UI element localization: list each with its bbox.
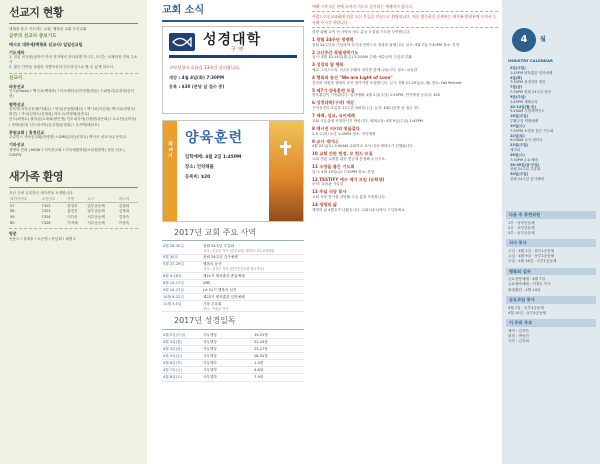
- announcement-list: [312, 37, 498, 213]
- mission-intro: 세계를 품고 기도하는 교회, 행복한 교회 우리교회: [9, 26, 87, 31]
- table-cell: 남부공동체: [87, 203, 105, 208]
- announcement-item: [312, 100, 498, 111]
- ministry-note: 강사 : 임승호 목사 (한신교회) 캘리포니아 교회연합: [203, 248, 275, 253]
- calendar-list: [510, 66, 596, 182]
- divider: [162, 240, 304, 241]
- table-header: 새가족번호: [9, 196, 40, 202]
- announcement-body: 일시: 4월 10-14일(월-금) 5:20AM 주제: 예수님의 고난과 부활: [312, 55, 412, 60]
- reading-book: 사무엘하: [203, 361, 217, 365]
- calendar-entry: 제직회: [510, 148, 521, 153]
- reading-chapters: 28-31장: [253, 353, 268, 358]
- calendar-entry: 창립 24주년 부흥회: [510, 167, 541, 172]
- ministry-name: 행복의 동산: [203, 262, 222, 267]
- reading-date: 4월 6일(목): [163, 361, 182, 365]
- table-cell: 7323: [41, 209, 51, 214]
- calendar-entry: 22일(토): [510, 133, 525, 138]
- announcement-number: 5: [312, 87, 317, 93]
- service-blocks: [506, 208, 596, 344]
- calendar-entry: 1:45PM 양육훈련 입학예배: [510, 70, 553, 75]
- announcement-item: [312, 139, 498, 150]
- announcement-number: 11: [312, 164, 320, 169]
- reading-book: 사무엘상: [203, 353, 217, 358]
- bulletin-credits-row: 편집 : 박성진: [508, 333, 529, 338]
- ministry-row: [162, 243, 304, 254]
- ministry-row: [162, 280, 304, 287]
- ad1-register: 등록 : $30 (본당 앞 접수 중): [169, 83, 225, 89]
- table-cell: 김정희: [118, 209, 130, 214]
- table-cell: 서부공동체: [87, 221, 105, 226]
- missionary-heading: 선교사: [9, 75, 23, 81]
- ministry-desc: [202, 254, 304, 261]
- calendar-entry: 16일(주일): [510, 114, 529, 119]
- ad1-heading: 성경대학: [203, 31, 262, 48]
- ministry-date: 11월 3-5일: [163, 301, 182, 306]
- bulletin-credits-row: 사진 : 김진희: [508, 339, 529, 343]
- announcement-item: [312, 151, 498, 162]
- reading-book: 사무엘상: [203, 332, 217, 337]
- ministry-date: 9월 24-27일: [163, 287, 184, 292]
- announcement-item: [312, 75, 498, 86]
- ministry-note: 강사 : 박성호 목사: [203, 306, 229, 311]
- announcement-heading: 교회 간판 헌정, 모 헌드 모집: [319, 151, 373, 157]
- ministry-date: 4월 28-30일: [163, 243, 184, 248]
- announcement-number: 4: [312, 75, 317, 81]
- calendar-entry: 7:30PM 소망을 품은 기도회: [510, 128, 554, 133]
- calendar-entry: 10-14일(월-금): [510, 104, 536, 109]
- reading-chapters: 7-9장: [253, 375, 264, 380]
- calendar-entry: 19일(수): [510, 123, 525, 128]
- mission-title: 선교지 현황: [9, 6, 63, 19]
- ministry-date: 4월 30일: [163, 255, 178, 260]
- partner-missions: 동북아(서북공동체/이대수) ! 북일(송성철/혜선) ! 멕시코(이승희) 멕시코(라영숙/화진) ! 가나(김영도/김영희) 라오스(이영태/윤종수): [9, 107, 136, 117]
- announcement-body: 예수 그리스도의 고난과 부활의 의미를 함께 나눕니다. 장소: 교육관: [312, 68, 418, 73]
- calendar-entry: 7:30PM 수요예배: [510, 157, 538, 162]
- calendar-entry: 5:20AM 특별새벽기도: [510, 109, 545, 114]
- gutter: [147, 0, 156, 464]
- announcement-heading: 창립 24주년 생명력: [316, 36, 354, 42]
- ministry-desc: [202, 287, 304, 294]
- ministry-row: [162, 294, 304, 301]
- table-cell: 홍현진: [67, 209, 78, 214]
- divider: [162, 20, 304, 22]
- calendar-entry: 9:00AM 교사 세미나: [510, 138, 543, 143]
- calendar-entry: 23일(주일): [510, 143, 529, 148]
- announcement-item: [312, 62, 498, 73]
- happy-island-row: 금요철야예배 : 이재우 목사: [508, 282, 551, 287]
- table-cell: 남부공동체: [87, 209, 105, 214]
- announcement-body: 4월 22일(토) 9:00AM 교회학교 교사 대상 세미나가 진행됩니다.: [312, 144, 414, 149]
- happy-island-heading: 행복의 섬자: [506, 268, 596, 276]
- ad2-strip-label: 제 5 기: [166, 140, 173, 158]
- calendar-entry: 26일(수): [510, 152, 525, 157]
- announcement-heading: 예시진 터키의 땅을걸다: [316, 125, 360, 131]
- discipleship-ad: [162, 120, 304, 222]
- announcement-body: 일시: 4월 19일(수) 7:30PM 장소: 본당: [312, 169, 375, 174]
- calendar-entry: 9일(주일): [510, 94, 526, 99]
- meal-service-row: 주일 · 4월 16일 · 서부1공동체: [508, 259, 557, 264]
- table-cell: 7324: [41, 215, 51, 220]
- ad2-heading: 양육훈련: [185, 129, 244, 146]
- reading-chapters: 19-21장: [253, 332, 268, 337]
- announcement-number: 7: [312, 113, 317, 119]
- ministry-desc: [202, 301, 304, 312]
- reading-chapters: 4-6장: [253, 368, 264, 373]
- announcement-heading: 제7기 양육훈련 모집: [316, 87, 355, 93]
- table-cell: 7326: [41, 221, 51, 226]
- calendar-entry: 4일(화): [510, 75, 523, 80]
- reading-row: [162, 367, 304, 374]
- ministry-heading: 2017년 교회 주요 사역: [174, 227, 257, 237]
- announcement-number: 2: [312, 49, 317, 55]
- calendar-entry: 부활주일 연합예배: [510, 119, 539, 124]
- reading-date: 4월 7일(금): [163, 368, 182, 373]
- prayer-heading: 금주의 선교사 중보기도: [9, 34, 57, 40]
- news-column: [156, 0, 308, 464]
- meal-service-row: 주일 · 4월 9일 · 동부1공동체: [508, 254, 555, 259]
- ministry-table: [162, 243, 304, 312]
- reading-row: [162, 339, 304, 346]
- friday-service-row: 4월 7일 · 동부3공동체: [508, 305, 544, 310]
- table-header: 바나바: [118, 196, 138, 202]
- reading-date: 4월 4일(화): [163, 346, 182, 351]
- calendar-entry: 7일(금): [510, 85, 523, 90]
- ministry-name: 제22기 제자훈련 입학예배: [203, 294, 245, 299]
- announcement-heading: 고난주간 특별새벽기도: [316, 49, 359, 55]
- announcement-item: [312, 202, 498, 213]
- friday-service-row: 4월 14일 · 동부4공동체: [508, 310, 547, 315]
- reading-date: 4월 5일(수): [163, 353, 182, 358]
- ad1-subheading: 구 약: [231, 46, 244, 53]
- calendar-entry: 30일(주일): [510, 172, 529, 177]
- reading-chapters: 25-27장: [253, 346, 268, 351]
- ministry-name: 제21기 제자훈련 졸업예배: [203, 273, 245, 278]
- mission-column: [0, 0, 147, 464]
- ministry-row: [162, 287, 304, 294]
- prayer-notice: 결장 위해 교역 선 사랑의 성도 분들 5 살림 기도를 부탁합니다.: [312, 29, 411, 34]
- table-cell: 김정숙: [118, 215, 130, 220]
- ad2-place: 장소: 언약채플: [185, 164, 214, 170]
- table-cell: 57: [10, 203, 15, 208]
- announcement-item: [312, 177, 498, 188]
- ministry-name: 창립 24주년 감사예배: [203, 255, 238, 260]
- prayer-item: 2. 많은 사역을 성령의 기쁨이신과 인도하심으로 할 수 있게 하소서: [9, 65, 113, 70]
- announcement-item: [312, 113, 498, 124]
- table-cell: 이지혜: [67, 221, 78, 226]
- ministry-row: [162, 254, 304, 261]
- ministry-row: [162, 301, 304, 312]
- announcement-item: [312, 88, 498, 99]
- sent-missions-label: 파송선교: [9, 83, 25, 89]
- divider: [312, 27, 498, 28]
- ministry-name: LA 51기 행복의 섬자: [203, 287, 237, 292]
- announcement-body: 문의: 교육관 사무실: [312, 182, 344, 187]
- reading-book: 사무엘상: [203, 346, 217, 351]
- happy-island-row: 금요찬양예배 : 4월 7일: [508, 277, 545, 282]
- reading-book: 사무엘하: [203, 368, 217, 373]
- reading-chapters: 1-3장: [253, 361, 264, 365]
- calendar-entry: 1:45PM 세례교육: [510, 99, 538, 104]
- calendar-column: [502, 0, 600, 464]
- divider: [9, 23, 138, 24]
- announcement-number: 13: [312, 189, 320, 195]
- table-cell: 김철희: [118, 203, 130, 208]
- announcement-item: [312, 37, 498, 48]
- newcomer-title: 새가족 환영: [9, 170, 63, 184]
- newcomer-subtitle: 지난 주에 등록하신 새가족을 소개합니다.: [9, 191, 74, 196]
- announcement-item: [312, 50, 498, 61]
- calendar-title: MINISTRY CALENDAR: [508, 58, 553, 63]
- table-cell: 59: [10, 215, 15, 220]
- visitor-list: 신용주 ! 유재웅 ! 오은영 ! 한인희 ! 최명주: [9, 236, 76, 241]
- ministry-row: [162, 261, 304, 272]
- calendar-entry: 7:30PM 창립 24주년 찬양: [510, 90, 552, 95]
- other-missions: 생명의 전화 | MOW ! 기독선교회 ! 미국예원학원/소년원중학) 정읍 선교 | CGNTV: [9, 147, 125, 157]
- ministry-name: VBS: [203, 280, 211, 285]
- partner-missions-2: 인도(최영수) 필리핀(고대희/양은영) 인도네시아(김정원/유은희) ! 요르단(손미숙) ! 쿠바(장미) 인도네시아(김길생/윤경희) ! 우즈벡(배남호): [9, 117, 137, 127]
- ministry-name: 가을 부흥회: [203, 301, 222, 306]
- announcement-body: 교회 식당 봉사를 감당해 주실 분을 모집합니다.: [312, 195, 386, 200]
- ad1-start: 개강 : 4월 4일(화) 7:30PM: [169, 74, 225, 80]
- ad1-band: [169, 55, 297, 58]
- announcement-heading: 세례, 입교, 유아세례: [316, 113, 355, 119]
- announcement-body: 구약성경의 흐름을 13주간 살펴봅니다. 등록: $30 (본당 앞 접수 중): [312, 106, 419, 111]
- ichthys-logo-icon: [169, 33, 195, 51]
- ministry-row: [162, 273, 304, 280]
- reading-chapters: 22-24장: [253, 339, 268, 344]
- table-header: 교인번호: [40, 196, 66, 202]
- announcement-heading: 행복의 동산 "We are Light of Love": [316, 75, 393, 81]
- announcement-number: 6: [312, 100, 317, 106]
- announcement-number: 10: [312, 151, 320, 157]
- calendar-entry: 2일(주일): [510, 66, 526, 70]
- offering-committee-row: 2부 · 서부공동체: [508, 225, 535, 230]
- reading-heading: 2017년 성경일독: [174, 316, 236, 326]
- announcement-number: 3: [312, 62, 317, 68]
- announcement-number: 14: [312, 202, 320, 208]
- table-cell: 7322: [41, 203, 51, 208]
- announcement-number: 9: [312, 138, 317, 144]
- table-cell: 60: [10, 221, 15, 226]
- reading-date: 4월 2일(주일): [163, 332, 186, 337]
- reading-book: 사무엘하: [203, 375, 217, 380]
- news-title: 교회 소식: [162, 5, 205, 16]
- announcement-item: [312, 164, 498, 175]
- newcomer-table: [9, 196, 138, 226]
- month-badge: 4: [512, 28, 536, 52]
- divider: [312, 11, 498, 12]
- divider: [162, 329, 304, 330]
- table-header: 성명: [66, 196, 86, 202]
- calendar-entry: 창립 24주년 감사예배: [510, 177, 544, 182]
- table-header: 교구: [86, 196, 117, 202]
- announcements-column: [308, 0, 502, 464]
- ministry-date: 10월 8-22일: [163, 294, 184, 299]
- ministry-desc: [202, 294, 304, 301]
- calendar-entry: 7:30PM 성경대학 개강: [510, 80, 546, 85]
- prayer-item: 1. 일일 선교팀(남북이 이어 현지에서 하나되게 하시고, 모기는 교제현장 지켜 주소서: [9, 55, 138, 65]
- table-cell: 이정숙: [118, 221, 130, 226]
- reading-book: 사무엘상: [203, 339, 217, 344]
- support-label: 후원교회 | 특정선교: [9, 129, 45, 135]
- meal-service-heading: 식사 봉사: [506, 239, 596, 247]
- announcement-body: 양육훈련이 시작됩니다. 입학예배: 4월 2일(주일) 1:45PM, 언약채플 등록비: $20: [312, 93, 441, 98]
- reading-row: [162, 353, 304, 360]
- prayer-team: 멕시코 대하제(백형표 선교사) 일일선교팀: [9, 42, 83, 48]
- other-missions-label: 기타선교: [9, 142, 25, 148]
- reading-table: [162, 332, 304, 381]
- ad1-desc: 구약성경의 흐름을 13주간 살펴봅니다.: [169, 64, 241, 70]
- lead-notice: 예배 시작 5분 전에 오셔서 기도로 준비하는 예배자가 됩시다.: [312, 4, 414, 9]
- happy-island-row: 화평훈련 : 4월 14일: [508, 287, 541, 292]
- ad2-strip: [163, 121, 177, 221]
- divider: [9, 73, 138, 74]
- bulletin-credits-row: 제작 : 김지안: [508, 328, 529, 333]
- announcement-item: [312, 126, 498, 137]
- ministry-desc: [202, 273, 304, 280]
- reading-row: [162, 374, 304, 381]
- reading-row: [162, 346, 304, 353]
- announcement-heading: 주일 식당 봉사: [319, 189, 347, 195]
- announcement-body: 2-5 주(화) 오후 1:45PM 장소: 언약채플: [312, 131, 376, 136]
- announcement-number: 12: [312, 176, 320, 182]
- announcement-body: 생명의 삶 4월호가 나왔습니다. 교회서무실에서 구입하세요.: [312, 207, 406, 212]
- announcement-body: 교회 간판 교체를 위한 헌금에 동참해 주십시오.: [312, 156, 386, 161]
- announcement-heading: 성경대학(구약) 개강: [316, 100, 355, 106]
- visitor-heading: 방문: [9, 231, 17, 237]
- announcement-heading: 교사 세미나: [316, 138, 339, 144]
- offering-committee-heading: 다음 주 봉헌위원: [506, 211, 596, 219]
- prayer-topic-label: 기도제목: [9, 49, 25, 55]
- month-word: 월: [540, 36, 546, 43]
- welcome-notice: 사랑으로선교교회에 처음 오신 분들을 진심으로 환영합니다. 처음 방문하신 분께서는 새가족 환영부에 오셔서 등록해 주시기 바랍니다.: [312, 14, 497, 25]
- reading-row: [162, 360, 304, 367]
- table-cell: 한성호: [67, 203, 78, 208]
- offering-committee-row: 3부 · 동부공동체: [508, 231, 535, 236]
- ministry-desc: [202, 261, 304, 272]
- announcement-item: [312, 189, 498, 200]
- divider: [9, 228, 138, 229]
- announcement-body: 교회 사무실에 신청하시기 바랍니다. 세례교육: 4월 9일(주일) 1:45PM: [312, 118, 423, 123]
- partner-missions-label: 협력선교: [9, 101, 25, 107]
- offering-committee-row: 1부 · 남북공동체: [508, 220, 535, 225]
- ministry-date: 5월 27-29일: [163, 262, 184, 267]
- support-list: 우수민스 사랑선교회(이명영) ! GMS/급딘(선학교) 멕시코 선교사나 문학교: [9, 135, 127, 140]
- sent-missions: 인도(Kirpal) ! 멕시코(백형표) ! 아르헨티나(이영범/정윤) 스와힐리(유대혁/김지현): [9, 89, 134, 99]
- announcement-body: 진리의 어빛을 행복의 동산 참가자를 모집합니다. 일시: 5월 27-29일(토-월) 장소: Fall Retreat: [312, 80, 462, 85]
- sunset-cross-image: [269, 121, 303, 222]
- reading-date: 4월 8일(토): [163, 375, 182, 380]
- ministry-name: 창립 24주년 부흥회: [203, 243, 235, 248]
- announcement-number: 8: [312, 125, 317, 131]
- ad2-service: 입학예배: 4월 2일 1:45PM: [185, 154, 242, 160]
- table-row: [9, 221, 138, 227]
- ministry-desc: [202, 243, 304, 254]
- divider: [9, 187, 138, 188]
- calendar-entry: 28-30일(금-주일): [510, 162, 540, 167]
- cross-icon: [284, 141, 287, 155]
- bible-college-ad: [162, 26, 304, 114]
- announcement-heading: 소망을 품은 기도회: [319, 164, 355, 169]
- table-cell: 이다운: [67, 215, 78, 220]
- table-cell: 서부공동체: [87, 215, 105, 220]
- ministry-date: 6월 9-18일: [163, 273, 182, 278]
- table-cell: 58: [10, 209, 15, 214]
- friday-service-heading: 금요모임 봉사: [506, 296, 596, 304]
- announcement-body: 창립 24주년을 기념하여 성가대 찬양으로 영광을 돌립니다. 일시: 4월 7일 7:30PM 장소: 본당: [312, 42, 460, 47]
- reading-date: 4월 3일(월): [163, 339, 182, 344]
- announcement-heading: 성경외 탐 행복: [316, 62, 344, 68]
- meal-service-row: 주일 · 4월 2일 · 남부1공동체: [508, 248, 555, 253]
- announcement-heading: 생명의 삶: [319, 202, 337, 208]
- ministry-note: 강사 : 윤석주 목사 (한인중앙교회 원로목사): [203, 267, 264, 272]
- ministry-date: 6월 15-17일: [163, 280, 184, 285]
- bulletin-credits-heading: 이 주의 주보: [506, 319, 596, 327]
- announcement-heading: TESTIFY 예수 제기 모임 (유학생): [319, 176, 385, 182]
- ad2-fee: 등록비: $20: [185, 174, 211, 180]
- announcement-number: 1: [312, 36, 317, 42]
- ministry-desc: [202, 280, 304, 287]
